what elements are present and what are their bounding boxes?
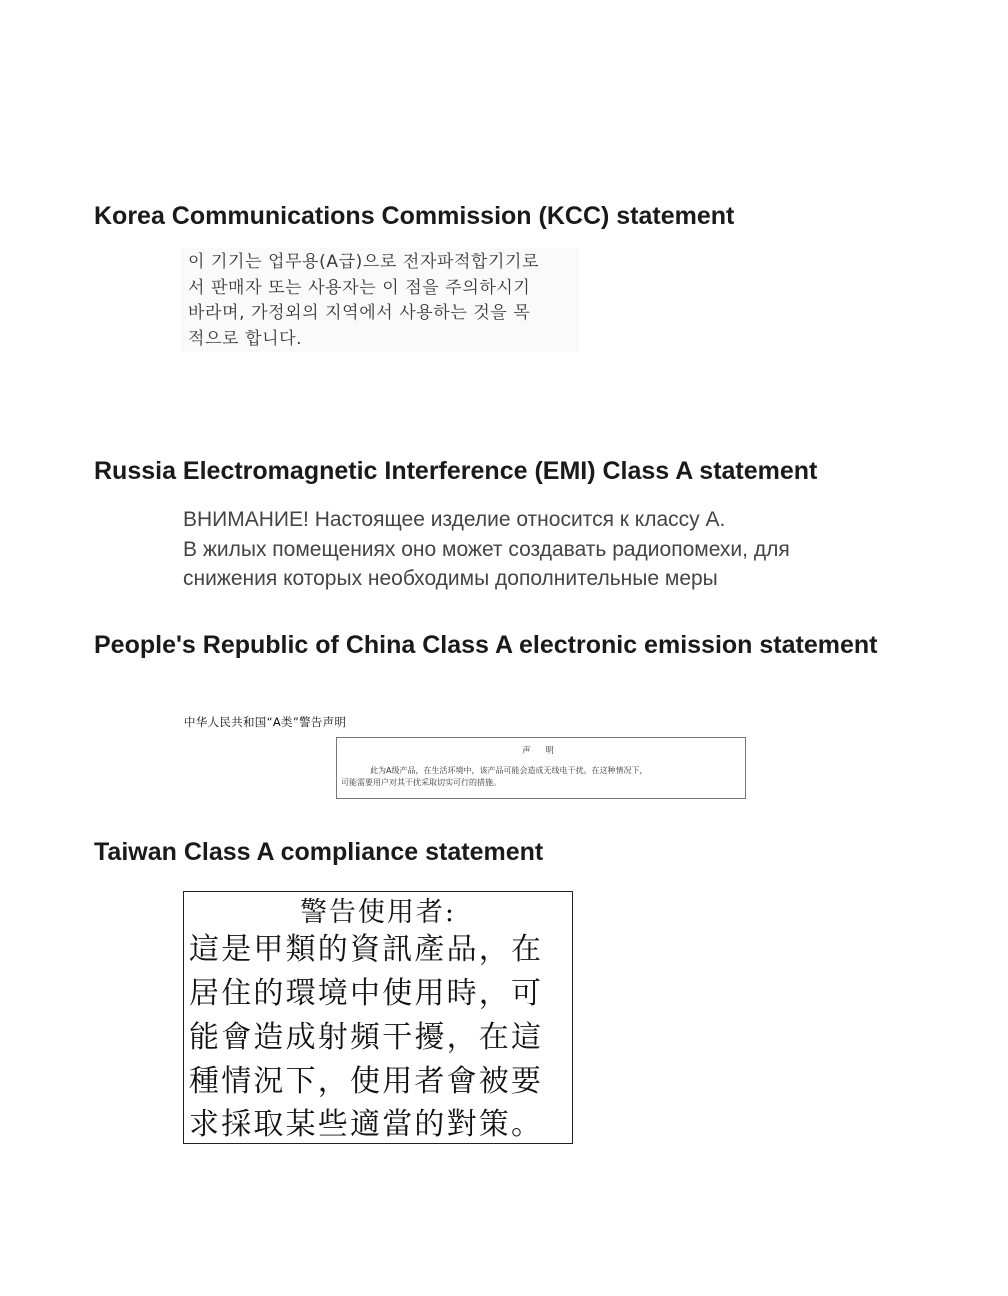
prc-statement-title: 中华人民共和国“A类”警告声明 bbox=[184, 715, 347, 729]
taiwan-line: 這是甲類的資訊產品，在 bbox=[189, 932, 544, 967]
taiwan-box-title: 警告使用者: bbox=[299, 897, 457, 928]
prc-box-line: 此为A级产品，在生活环境中，该产品可能会造成无线电干扰。在这种情况下， bbox=[370, 766, 648, 775]
emi-heading: Russia Electromagnetic Interference (EMI) Class A statement bbox=[94, 457, 818, 485]
taiwan-line: 求採取某些適當的對策。 bbox=[189, 1107, 544, 1142]
emi-statement-text bbox=[183, 505, 943, 594]
taiwan-heading: Taiwan Class A compliance statement bbox=[94, 838, 544, 866]
emi-line: снижения которых необходимы дополнительные меры bbox=[183, 567, 718, 590]
prc-box-line: 可能需要用户对其干扰采取切实可行的措施。 bbox=[341, 778, 501, 787]
kcc-line: 바라며, 가정외의 지역에서 사용하는 것을 목 bbox=[188, 303, 531, 323]
kcc-heading: Korea Communications Commission (KCC) statement bbox=[94, 202, 735, 230]
emi-line: В жилых помещениях оно может создавать радиопомехи, для bbox=[183, 537, 790, 561]
taiwan-line: 種情況下，使用者會被要 bbox=[189, 1064, 544, 1099]
kcc-line: 서 판매자 또는 사용자는 이 점을 주의하시기 bbox=[188, 277, 531, 298]
kcc-statement-text bbox=[181, 248, 579, 352]
kcc-line: 이 기기는 업무용(A급)으로 전자파적합기기로 bbox=[188, 252, 540, 272]
kcc-line: 적으로 합니다. bbox=[188, 328, 303, 349]
taiwan-line: 居住的環境中使用時，可 bbox=[189, 976, 544, 1011]
taiwan-line: 能會造成射頻干擾，在這 bbox=[189, 1020, 544, 1055]
prc-statement-box bbox=[336, 737, 746, 799]
taiwan-statement-box bbox=[183, 891, 573, 1144]
prc-box-title: 声 明 bbox=[522, 746, 560, 756]
emi-line: ВНИМАНИЕ! Настоящее изделие относится к классу А. bbox=[183, 508, 726, 531]
prc-heading: People's Republic of China Class A electronic emission statement bbox=[94, 631, 878, 659]
